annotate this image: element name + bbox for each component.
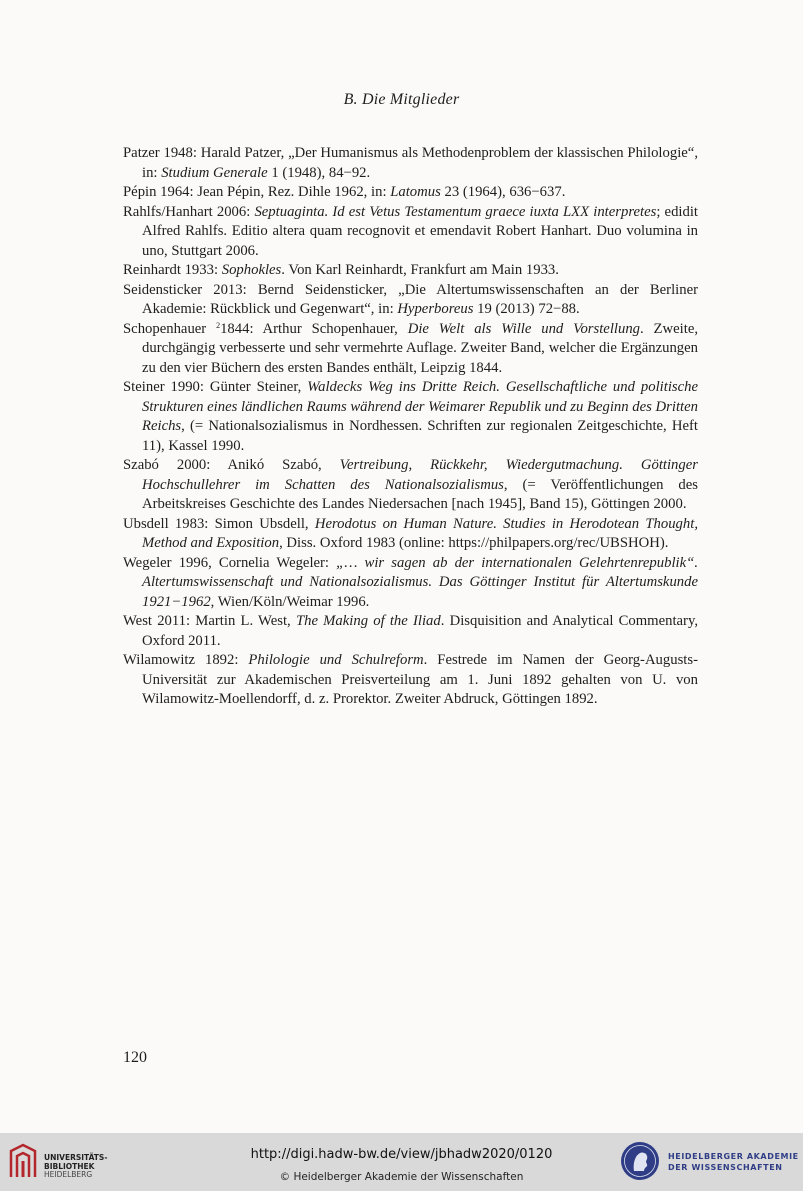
reference-entry bbox=[123, 203, 698, 262]
reference-title: Latomus bbox=[390, 184, 441, 200]
reference-title: Philologie und Schulreform bbox=[248, 652, 424, 668]
reference-text: Reinhardt 1933: bbox=[123, 262, 222, 278]
reference-text: , Wien/Köln/Weimar 1996. bbox=[210, 593, 370, 610]
permalink-url[interactable]: http://digi.hadw-bw.de/view/jbhadw2020/0120 bbox=[250, 1147, 553, 1162]
reference-title: Waldecks Weg ins Dritte Reich. Gesellschaftliche und politische Strukturen eines ländlichen Raums während der Weimarer Republik und zu Beginn des Dritten Reichs bbox=[142, 379, 698, 434]
copyright-notice: © Heidelberger Akademie der Wissenschaften bbox=[279, 1171, 524, 1183]
reference-entry bbox=[123, 144, 698, 183]
academy-logo-text: HEIDELBERGER AKADEMIE DER WISSENSCHAFTEN bbox=[668, 1152, 799, 1172]
page-number: 120 bbox=[123, 1049, 147, 1066]
reference-text: Schopenhauer bbox=[123, 320, 217, 337]
academy-logo[interactable] bbox=[620, 1139, 800, 1187]
reference-title: Herodotus on Human Nature. Studies in Herodotean Thought, Method and Exposition bbox=[142, 515, 699, 551]
reference-text: ; edidit Alfred Rahlfs. Editio altera quam recognovit et emendavit Robert Hanhart. Duo volumina in uno, Stuttgart 2006. bbox=[142, 203, 698, 259]
reference-text: Pépin 1964: Jean Pépin, Rez. Dihle 1962, in: bbox=[123, 184, 391, 200]
reference-text: , (= Veröffentlichungen des Arbeitskreises Geschichte des Landes Niedersachen [nach 1945], Band 15), Göttingen 2000. bbox=[142, 476, 698, 512]
reference-text: , (= Nationalsozialismus in Nordhessen. Schriften zur regionalen Zeitgeschichte, Heft 11), Kassel 1990. bbox=[142, 418, 698, 454]
reference-text: . Disquisition and Analytical Commentary, Oxford 2011. bbox=[142, 613, 699, 649]
reference-text: . Zweite, durchgängig verbesserte und sehr vermehrte Auflage. Zweiter Band, welcher die Ergänzungen zu den vier Büchern des ersten Bandes enthält, Leipzig 1844. bbox=[142, 320, 699, 376]
reference-text: 1844: Arthur Schopenhauer, bbox=[220, 320, 408, 337]
reference-text: , Diss. Oxford 1983 (online: https://philpapers.org/rec/UBSHOH). bbox=[279, 535, 669, 551]
reference-entry bbox=[123, 320, 698, 379]
academy-seal-icon bbox=[620, 1141, 660, 1181]
reference-text: Wegeler 1996, Cornelia Wegeler: bbox=[123, 554, 337, 571]
reference-text: 23 (1964), 636−637. bbox=[440, 184, 566, 200]
reference-title: Hyperboreus bbox=[397, 301, 474, 317]
reference-text: Wilamowitz 1892: bbox=[123, 652, 249, 668]
reference-entry bbox=[123, 261, 698, 281]
reference-text: West 2011: Martin L. West, bbox=[123, 613, 296, 629]
reference-title: „… wir sagen ab der internationalen Gelehrtenrepublik“. Altertumswissenschaft und Nationalsozialismus. Das Göttinger Institut für Altertumskunde 1921−1962 bbox=[142, 554, 698, 610]
reference-entry bbox=[123, 378, 698, 456]
footer-bar bbox=[0, 1133, 803, 1191]
library-logo-text: UNIVERSITÄTS- BIBLIOTHEK HEIDELBERG bbox=[44, 1153, 108, 1179]
reference-entry bbox=[123, 612, 698, 651]
reference-entry bbox=[123, 651, 698, 710]
running-header: B. Die Mitglieder bbox=[343, 91, 460, 108]
reference-text: Rahlfs/Hanhart 2006: bbox=[123, 203, 255, 220]
reference-title: The Making of the Iliad bbox=[295, 613, 441, 629]
edition-superscript: 2 bbox=[216, 320, 221, 330]
reference-title: Septuaginta. Id est Vetus Testamentum graece iuxta LXX interpretes bbox=[254, 203, 657, 220]
reference-title: Die Welt als Wille und Vorstellung bbox=[407, 320, 641, 337]
reference-list bbox=[123, 144, 698, 710]
reference-text: 1 (1948), 84−92. bbox=[267, 164, 371, 181]
reference-text: Ubsdell 1983: Simon Ubsdell, bbox=[123, 515, 315, 532]
reference-text: Szabó 2000: Anikó Szabó, bbox=[123, 457, 340, 473]
reference-text: 19 (2013) 72−88. bbox=[473, 301, 580, 317]
reference-title: Sophokles bbox=[221, 262, 282, 278]
reference-title: Vertreibung, Rückkehr, Wiedergutmachung. Göttinger Hochschullehrer im Schatten des Nationalsozialismus bbox=[142, 457, 698, 493]
reference-text: Seidensticker 2013: Bernd Seidensticker, „Die Altertumswissenschaften an der Berliner Akademie: Rückblick und Gegenwart“, in: bbox=[123, 281, 698, 317]
reference-text: Patzer 1948: Harald Patzer, „Der Humanismus als Methodenproblem der klassischen Philologie“, in: bbox=[123, 145, 698, 181]
reference-entry bbox=[123, 554, 698, 613]
reference-text: Steiner 1990: Günter Steiner, bbox=[123, 379, 308, 395]
reference-text: . Von Karl Reinhardt, Frankfurt am Main 1933. bbox=[281, 262, 559, 278]
reference-entry bbox=[123, 456, 698, 515]
reference-text: . Festrede im Namen der Georg-Augusts-Universität zur Akademischen Preisverteilung am 1. Juni 1892 gehalten von U. von Wilamowitz-Moellendorff, d. z. Prorektor. Zweiter Abdruck, Göttingen 1892. bbox=[142, 652, 698, 707]
reference-entry bbox=[123, 183, 698, 203]
reference-entry bbox=[123, 515, 698, 554]
reference-title: Studium Generale bbox=[161, 164, 268, 181]
reference-entry bbox=[123, 281, 698, 320]
